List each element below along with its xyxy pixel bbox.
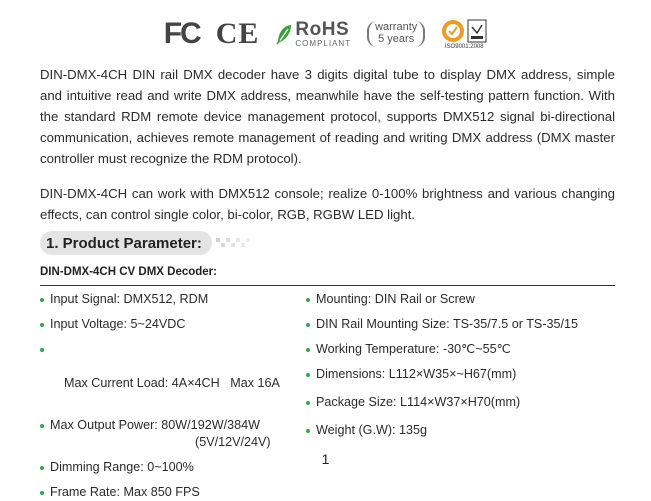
param-text: DIN Rail Mounting Size: TS-35/7.5 or TS-35/15	[316, 317, 579, 331]
ce-mark: CE	[215, 17, 260, 50]
param-text-continued: (5V/12V/24V)	[195, 435, 271, 449]
params-right-column	[306, 291, 626, 439]
params-left-column	[40, 291, 305, 501]
rohs-leaf-icon	[275, 23, 293, 45]
param-text: Input Signal: DMX512, RDM	[50, 292, 209, 306]
bullet-icon	[306, 323, 310, 327]
param-text: Dimming Range: 0~100%	[50, 460, 194, 474]
param-item	[306, 366, 626, 383]
ce-logo	[216, 17, 260, 51]
warranty-label: warranty	[375, 21, 418, 34]
bullet-icon	[306, 373, 310, 377]
rohs-title: RoHS	[295, 19, 350, 40]
bullet-icon	[306, 348, 310, 352]
param-text: Weight (G.W): 135g	[316, 423, 428, 437]
param-text: Working Temperature: -30℃~55℃	[316, 342, 511, 356]
warranty-years: 5 years	[378, 33, 415, 45]
bullet-icon	[40, 491, 44, 495]
section-heading-box	[40, 231, 212, 255]
certification-logos	[0, 14, 651, 54]
bullet-icon	[306, 298, 310, 302]
fcc-logo	[164, 17, 200, 51]
param-item	[306, 394, 626, 411]
param-item	[40, 417, 305, 451]
rohs-logo	[275, 20, 351, 48]
warranty-badge	[367, 21, 425, 46]
section-title: 1. Product Parameter:	[46, 234, 202, 252]
iso-certification-logo	[441, 19, 487, 50]
section-heading	[40, 231, 252, 255]
bullet-icon	[306, 401, 310, 405]
table-subtitle: DIN-DMX-4CH CV DMX Decoder:	[40, 266, 217, 278]
decorative-dots-icon	[216, 236, 252, 250]
param-item	[40, 341, 305, 409]
bullet-icon	[40, 424, 44, 428]
bullet-icon	[40, 348, 44, 352]
param-item	[306, 291, 626, 308]
param-item	[40, 291, 305, 308]
rohs-subtitle: COMPLIANT	[295, 39, 352, 48]
sgs-badge-icon	[441, 19, 465, 43]
param-item	[306, 422, 626, 439]
ukas-badge-icon	[467, 19, 487, 43]
param-text: Frame Rate: Max 850 FPS	[50, 485, 200, 499]
param-item	[306, 341, 626, 358]
param-text: Dimensions: L112×W35×~H67(mm)	[316, 367, 517, 381]
fcc-mark: FC	[163, 17, 200, 50]
param-item	[306, 316, 626, 333]
param-text: Package Size: L114×W37×H70(mm)	[316, 395, 521, 409]
param-text: Mounting: DIN Rail or Screw	[316, 292, 475, 306]
param-text: Max Current Load: 4A×4CH Max 16A	[64, 376, 280, 390]
param-item	[40, 316, 305, 333]
intro-paragraph-2: DIN-DMX-4CH can work with DMX512 console; realize 0-100% brightness and various changing effects, can control single color, bi-color, RGB, RGBW LED light.	[40, 186, 615, 222]
divider	[40, 285, 615, 286]
param-item	[40, 484, 305, 501]
page-number: 1	[321, 451, 330, 467]
bullet-icon	[40, 323, 44, 327]
bullet-icon	[40, 298, 44, 302]
param-text: Max Output Power: 80W/192W/384W	[50, 418, 260, 432]
param-text: Input Voltage: 5~24VDC	[50, 317, 186, 331]
bullet-icon	[306, 429, 310, 433]
intro-paragraph-1: DIN-DMX-4CH DIN rail DMX decoder have 3 digits digital tube to display DMX address, simple and intuitive read and write DMX address, meanwhile have the self-testing pattern function. With the standard RDM remote device management protocol, supports DMX512 signal bi-directional communication, achieves remote management of reading and writing DMX address (DMX master controller must recognize the RDM protocol).	[40, 67, 615, 166]
iso-label: ISO9001:2008	[444, 43, 484, 50]
